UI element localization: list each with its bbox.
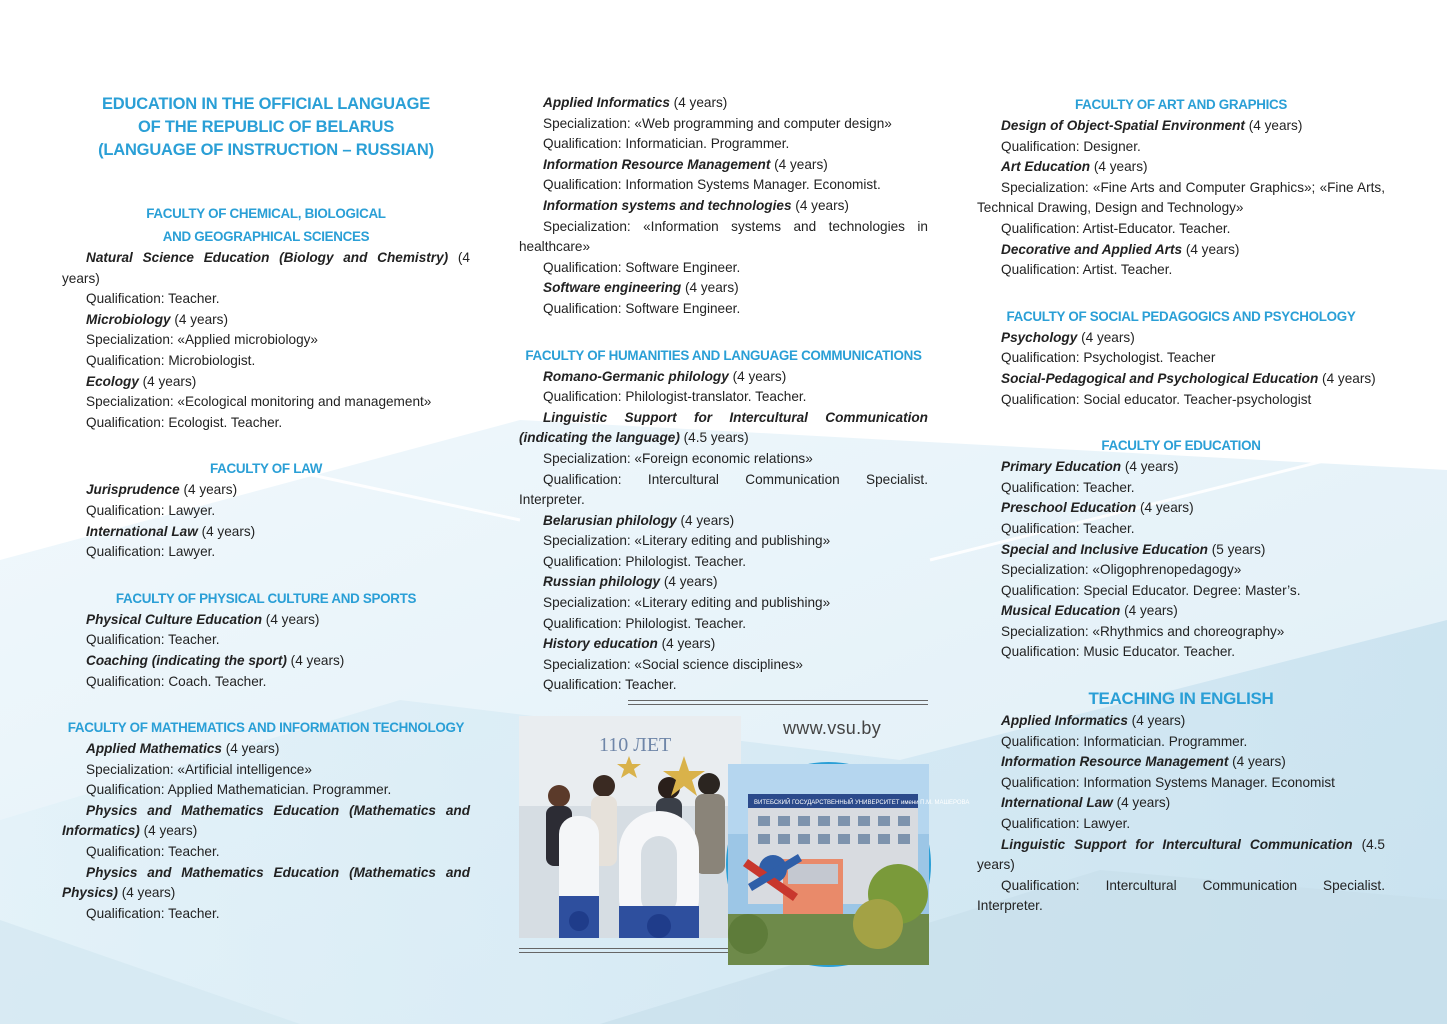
faculty-title-line: FACULTY OF SOCIAL PEDAGOGICS AND PSYCHOLOGY [1006,308,1356,324]
program-detail [977,876,1385,917]
program-detail-text: Qualification: Teacher. [86,632,220,648]
program-name: Physical Culture Education [86,611,263,627]
program-name: Musical Education [1001,603,1121,619]
program-name: International Law [86,523,198,539]
program-entry [519,511,928,532]
program-entry [977,835,1385,876]
program-detail [977,390,1385,411]
program-detail-text: Qualification: Lawyer. [1001,816,1131,832]
program-detail-text: Specialization: «Information systems and technologies in healthcare» [519,218,928,255]
program-entry [519,196,928,217]
program-entry [62,248,470,289]
program-detail-text: Qualification: Artist. Teacher. [1001,262,1173,278]
program-detail [62,413,470,434]
program-detail [62,501,470,522]
column-right [977,93,1385,941]
faculty-section [977,93,1385,281]
program-name: Microbiology [86,311,171,327]
faculty-title-line: FACULTY OF HUMANITIES AND LANGUAGE COMMUNICATIONS [525,347,922,363]
program-duration: (4 years) [791,197,849,213]
program-detail [977,348,1385,369]
program-name: Applied Informatics [1001,713,1128,729]
program-detail-text: Qualification: Teacher. [86,905,220,921]
program-detail-text: Qualification: Teacher. [86,291,220,307]
program-detail [62,330,470,351]
program-duration: (4 years) [1112,795,1171,811]
program-name: Russian philology [543,574,661,590]
faculty-section [977,687,1385,917]
faculty-title-line: TEACHING IN ENGLISH [1088,689,1274,709]
program-name: Information Resource Management [543,156,771,172]
program-name: Art Education [1001,159,1091,175]
program-entry [977,328,1385,349]
program-duration: (4 years) [676,512,735,528]
program-detail-text: Qualification: Teacher. [1001,479,1135,495]
program-name: Linguistic Support for Intercultural Communication [1001,836,1353,852]
program-entry [519,408,928,449]
divider-top [628,700,928,705]
program-duration: (4 years) [1121,459,1179,475]
program-entry [977,157,1385,178]
program-entry [62,522,470,543]
program-name: International Law [1001,795,1113,811]
program-entry [62,480,470,501]
program-name: Linguistic Support for Intercultural Communication (indicating the language) [519,409,928,446]
program-duration: (4 years) [669,95,728,110]
program-duration: (4 years) [660,574,718,590]
program-detail [519,387,928,408]
program-entry [977,601,1385,622]
program-detail-text: Qualification: Teacher. [1001,520,1135,536]
program-name: Information Resource Management [1001,754,1229,770]
faculty-title [62,457,470,480]
program-detail-text: Qualification: Artist-Educator. Teacher. [1001,220,1231,236]
program-detail-text: Qualification: Informatician. Programmer. [1001,733,1248,749]
program-detail-text: Specialization: «Web programming and computer design» [543,115,892,131]
faculty-title [62,587,470,610]
program-detail [977,260,1385,281]
program-detail [519,593,928,614]
program-detail [977,814,1385,835]
program-detail [62,392,470,413]
program-entry [977,540,1385,561]
program-name: Software engineering [543,280,682,296]
program-detail [62,842,470,863]
main-heading [62,93,470,162]
program-entry [62,372,470,393]
program-duration: (4 years) [179,482,238,498]
faculty-title [977,305,1385,328]
program-detail-text: Qualification: Philologist. Teacher. [543,553,747,569]
program-name: History education [543,636,658,652]
program-entry [519,367,928,388]
program-detail [519,114,928,135]
program-name: Physics and Mathematics Education (Mathematics and Physics) [62,864,470,901]
program-name: Applied Mathematics [86,741,222,757]
program-duration: (4 years) [286,652,345,668]
faculty-title-line: FACULTY OF LAW [209,461,323,477]
program-detail [62,351,470,372]
program-name: Physics and Mathematics Education (Mathematics and Informatics) [62,802,470,839]
program-name: Preschool Education [1001,500,1137,516]
program-detail [519,217,928,258]
program-entry [519,155,928,176]
column-middle [519,93,928,720]
program-duration: (4 years) [262,611,320,627]
program-detail [519,614,928,635]
program-duration: (4 years) [770,156,828,172]
program-detail-text: Specialization: «Artificial intelligence» [86,761,312,777]
program-detail [977,773,1385,794]
program-detail-text: Qualification: Information Systems Manager. Economist [1001,774,1335,790]
main-heading-line: (LANGUAGE OF INSTRUCTION – RUSSIAN) [98,141,434,159]
program-detail [519,531,928,552]
program-name: Romano-Germanic philology [543,368,729,384]
program-duration: (4.5 years) [977,836,1385,873]
program-entry [977,752,1385,773]
program-detail-text: Specialization: «Foreign economic relations» [543,450,813,466]
program-detail [977,622,1385,643]
program-entry [519,572,928,593]
faculty-title [977,93,1385,116]
building-sign: ВИТЕБСКИЙ ГОСУДАРСТВЕННЫЙ УНИВЕРСИТЕТ имени П.М. МАШЕРОВА [754,800,970,806]
program-detail-text: Specialization: «Fine Arts and Computer Graphics»; «Fine Arts, Technical Drawing, Design and Technology» [977,179,1385,216]
faculty-section [62,457,470,562]
program-detail-text: Qualification: Teacher. [543,677,677,693]
program-duration: (4 years) [657,636,716,652]
program-entry [977,457,1385,478]
program-duration: (4 years) [138,373,197,389]
main-heading-line: OF THE REPUBLIC OF BELARUS [137,118,395,136]
program-entry [62,610,470,631]
program-entry [62,310,470,331]
faculty-title [519,344,928,367]
program-name: Ecology [86,373,139,389]
program-detail-text: Qualification: Designer. [1001,138,1141,154]
faculty-section [519,93,928,320]
program-name: Primary Education [1001,459,1122,475]
program-detail [62,760,470,781]
program-detail [977,732,1385,753]
program-detail-text: Specialization: «Social science disciplines» [543,656,803,672]
program-detail [519,449,928,470]
program-duration: (4 years) [1090,159,1148,175]
program-detail-text: Qualification: Teacher. [86,844,220,860]
program-detail [519,470,928,511]
program-name: Decorative and Applied Arts [1001,241,1183,257]
faculty-title-line: FACULTY OF PHYSICAL CULTURE AND SPORTS [115,590,417,606]
program-duration: (4 years) [1136,500,1194,516]
program-duration: (4 years) [221,741,280,757]
program-duration: (4 years) [197,523,256,539]
program-duration: (4.5 years) [679,430,749,446]
program-detail-text: Qualification: Music Educator. Teacher. [1001,644,1235,660]
program-detail-text: Qualification: Software Engineer. [543,300,741,316]
faculty-title-line: AND GEOGRAPHICAL SCIENCES [162,229,370,244]
program-duration: (4 years) [1244,118,1303,133]
program-entry [62,651,470,672]
program-detail-text: Qualification: Philologist. Teacher. [543,615,747,631]
program-detail [62,630,470,651]
program-entry [62,739,470,760]
program-entry [977,793,1385,814]
program-duration: (4 years) [1182,241,1240,257]
program-duration: (4 years) [1228,754,1286,770]
program-duration: (4 years) [1077,329,1135,345]
photo-banner-text: 110 ЛЕТ [599,734,672,756]
program-entry [977,240,1385,261]
faculty-section [977,305,1385,410]
program-detail-text: Qualification: Special Educator. Degree: Master’s. [1001,582,1301,598]
faculty-title-line: FACULTY OF ART AND GRAPHICS [1074,97,1288,112]
program-detail [977,519,1385,540]
program-entry [977,498,1385,519]
program-detail-text: Qualification: Informatician. Programmer. [543,136,790,152]
program-detail-text: Qualification: Social educator. Teacher-psychologist [1001,391,1312,407]
program-detail [977,137,1385,158]
program-name: Jurisprudence [86,482,180,498]
program-detail-text: Specialization: «Literary editing and publishing» [543,595,831,611]
faculty-list [62,202,470,924]
program-detail [519,675,928,696]
program-duration: (4 years) [170,311,229,327]
program-entry [519,634,928,655]
program-entry [977,116,1385,137]
program-duration: (4 years) [1127,713,1186,729]
program-detail [62,289,470,310]
program-detail [519,175,928,196]
program-detail-text: Qualification: Psychologist. Teacher [1001,350,1216,366]
website-url[interactable]: www.vsu.by [783,718,882,738]
program-name: Information systems and technologies [543,197,792,213]
program-detail [62,542,470,563]
program-detail [977,219,1385,240]
university-building-photo [726,762,970,967]
students-balloons-photo [519,716,741,938]
faculty-section [62,716,470,924]
program-detail [519,552,928,573]
program-name: Applied Informatics [543,95,670,110]
program-name: Coaching (indicating the sport) [86,652,287,668]
program-detail [519,258,928,279]
program-detail [977,478,1385,499]
program-entry [519,93,928,114]
program-detail-text: Specialization: «Rhythmics and choreography» [1001,623,1285,639]
program-detail [62,904,470,925]
faculty-section [977,434,1385,663]
program-detail [519,655,928,676]
program-detail-text: Qualification: Intercultural Communication Specialist. Interpreter. [519,471,928,508]
program-entry [977,369,1385,390]
program-detail-text: Qualification: Ecologist. Teacher. [86,414,283,430]
program-duration: (4 years) [728,368,787,384]
program-entry [62,801,470,842]
program-detail-text: Qualification: Microbiologist. [86,352,256,368]
program-name: Natural Science Education (Biology and Chemistry) [86,250,449,265]
faculty-title [62,716,470,739]
program-detail-text: Qualification: Lawyer. [86,502,216,518]
program-detail-text: Specialization: «Applied microbiology» [86,332,318,348]
program-detail-text: Qualification: Lawyer. [86,544,216,560]
main-heading-line: EDUCATION IN THE OFFICIAL LANGUAGE [101,95,431,113]
program-detail-text: Qualification: Applied Mathematician. Programmer. [86,782,392,798]
program-name: Special and Inclusive Education [1001,541,1208,557]
program-entry [519,278,928,299]
program-detail [977,581,1385,602]
program-name: Belarusian philology [543,512,677,528]
program-duration: (4 years) [681,280,739,296]
program-detail [977,642,1385,663]
program-duration: (4 years) [1318,370,1376,386]
program-duration: (4 years) [139,823,198,839]
program-detail-text: Qualification: Information Systems Manager. Economist. [543,177,881,193]
program-detail [519,134,928,155]
program-detail-text: Specialization: «Oligophrenopedagogy» [1001,562,1242,578]
program-name: Design of Object-Spatial Environment [1001,118,1245,133]
faculty-title [977,434,1385,457]
faculty-title [977,687,1385,711]
program-name: Social-Pedagogical and Psychological Education [1001,370,1319,386]
program-detail-text: Qualification: Coach. Teacher. [86,673,267,689]
column-left [62,93,470,948]
faculty-list [977,93,1385,917]
faculty-section [62,202,470,433]
program-duration: (5 years) [1208,541,1266,557]
faculty-title-line: FACULTY OF CHEMICAL, BIOLOGICAL [146,206,386,221]
faculty-section [519,344,928,697]
program-detail-text: Specialization: «Ecological monitoring and management» [86,394,432,410]
program-entry [62,863,470,904]
faculty-title-line: FACULTY OF EDUCATION [1101,438,1261,454]
program-detail-text: Qualification: Philologist-translator. Teacher. [543,389,807,405]
program-entry [977,711,1385,732]
program-detail [977,178,1385,219]
program-detail [62,672,470,693]
faculty-title [62,202,470,248]
program-duration: (4 years) [1120,603,1178,619]
program-detail-text: Specialization: «Literary editing and publishing» [543,533,831,549]
program-name: Psychology [1001,329,1078,345]
program-detail [519,299,928,320]
faculty-list [519,93,928,696]
program-detail-text: Qualification: Software Engineer. [543,259,741,275]
program-detail [977,560,1385,581]
program-duration: (4 years) [117,885,176,901]
program-duration: (4 years) [62,250,470,286]
program-detail [62,780,470,801]
faculty-section [62,587,470,692]
faculty-title-line: FACULTY OF MATHEMATICS AND INFORMATION TECHNOLOGY [67,720,465,736]
program-detail-text: Qualification: Intercultural Communication Specialist. Interpreter. [977,877,1385,914]
